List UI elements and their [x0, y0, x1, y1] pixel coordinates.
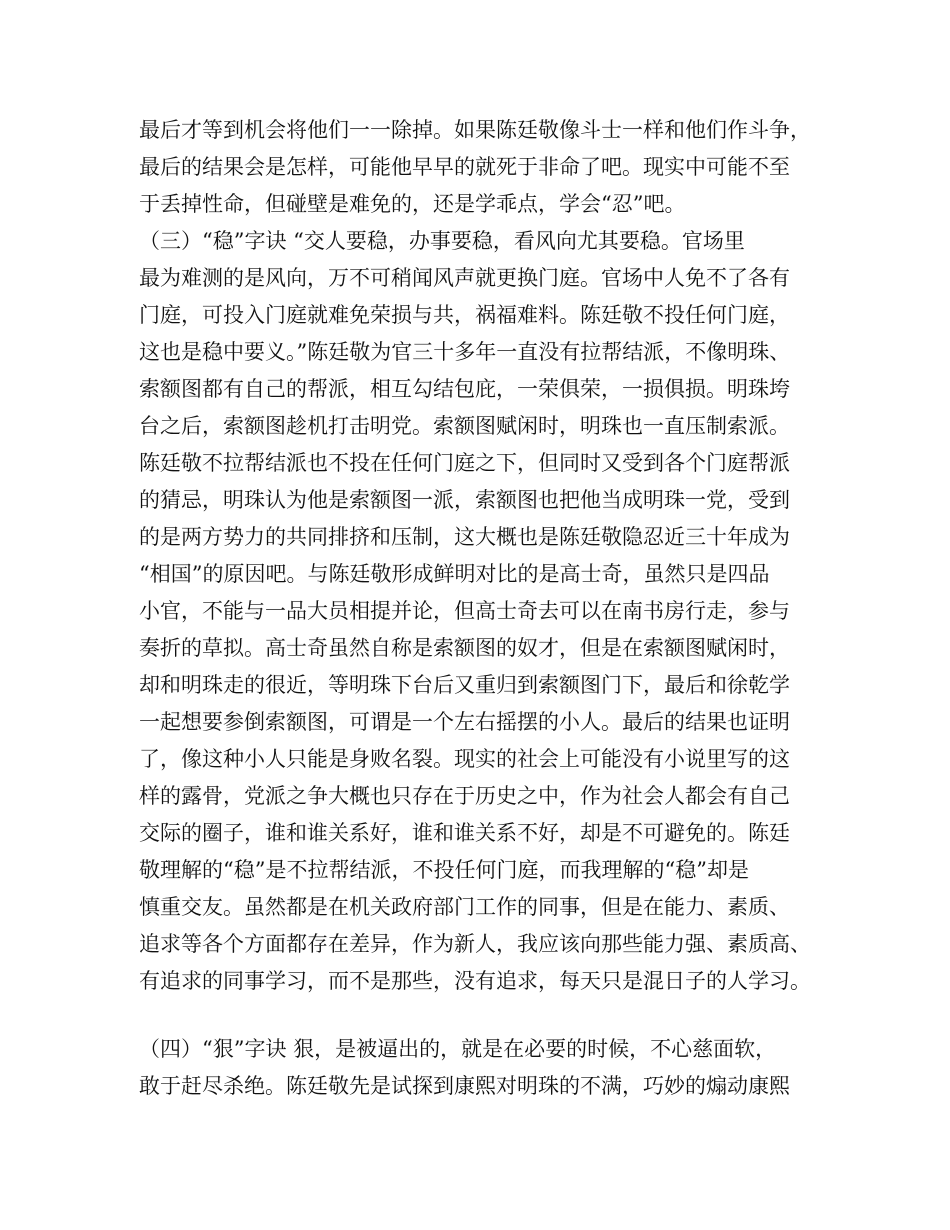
text-line: 门庭，可投入门庭就难免荣损与共，祸福难料。陈廷敬不投任何门庭， — [139, 303, 790, 327]
text-line: 却和明珠走的很近，等明珠下台后又重归到索额图门下，最后和徐乾学 — [139, 673, 790, 697]
text-line: （四）“狠”字诀 狠，是被逼出的，就是在必要的时候，不心慈面软， — [139, 1037, 777, 1061]
text-line: 的是两方势力的共同排挤和压制，这大概也是陈廷敬隐忍近三十年成为 — [139, 525, 790, 549]
text-line: 样的露骨，党派之争大概也只存在于历史之中，作为社会人都会有自己 — [139, 784, 790, 808]
text-line: 慎重交友。虽然都是在机关政府部门工作的同事，但是在能力、素质、 — [139, 895, 790, 919]
text-line: 有追求的同事学习，而不是那些，没有追求，每天只是混日子的人学习。 — [139, 969, 811, 993]
text-line: 敢于赶尽杀绝。陈廷敬先是试探到康熙对明珠的不满，巧妙的煽动康熙 — [139, 1074, 790, 1098]
text-line: 台之后，索额图趁机打击明党。索额图赋闲时，明珠也一直压制索派。 — [139, 414, 790, 438]
text-line: 最后的结果会是怎样，可能他早早的就死于非命了吧。现实中可能不至 — [139, 155, 790, 179]
text-line: 陈廷敬不拉帮结派也不投在任何门庭之下，但同时又受到各个门庭帮派 — [139, 451, 790, 475]
text-line: 了，像这种小人只能是身败名裂。现实的社会上可能没有小说里写的这 — [139, 747, 790, 771]
text-line: （三）“稳”字诀 “交人要稳，办事要稳，看风向尤其要稳。官场里 — [139, 229, 745, 253]
text-line: 追求等各个方面都存在差异，作为新人，我应该向那些能力强、素质高、 — [139, 932, 811, 956]
text-line: 这也是稳中要义。”陈廷敬为官三十多年一直没有拉帮结派，不像明珠、 — [139, 340, 791, 364]
text-line: 交际的圈子，谁和谁关系好，谁和谁关系不好，却是不可避免的。陈廷 — [139, 821, 790, 845]
text-line: 一起想要参倒索额图，可谓是一个左右摇摆的小人。最后的结果也证明 — [139, 710, 790, 734]
text-line: 奏折的草拟。高士奇虽然自称是索额图的奴才，但是在索额图赋闲时， — [139, 636, 790, 660]
text-line: 小官，不能与一品大员相提并论，但高士奇去可以在南书房行走，参与 — [139, 599, 790, 623]
text-line: 索额图都有自己的帮派，相互勾结包庇，一荣俱荣，一损俱损。明珠垮 — [139, 377, 790, 401]
text-line: 于丢掉性命，但碰壁是难免的，还是学乖点，学会“忍”吧。 — [139, 192, 686, 216]
text-line: 的猜忌，明珠认为他是索额图一派，索额图也把他当成明珠一党，受到 — [139, 488, 790, 512]
text-line: “相国”的原因吧。与陈廷敬形成鲜明对比的是高士奇，虽然只是四品 — [139, 562, 770, 586]
text-line: 敬理解的“稳”是不拉帮结派，不投任何门庭，而我理解的“稳”却是 — [139, 858, 749, 882]
text-line: 最后才等到机会将他们一一除掉。如果陈廷敬像斗士一样和他们作斗争， — [139, 118, 811, 142]
text-line: 最为难测的是风向，万不可稍闻风声就更换门庭。官场中人免不了各有 — [139, 266, 790, 290]
